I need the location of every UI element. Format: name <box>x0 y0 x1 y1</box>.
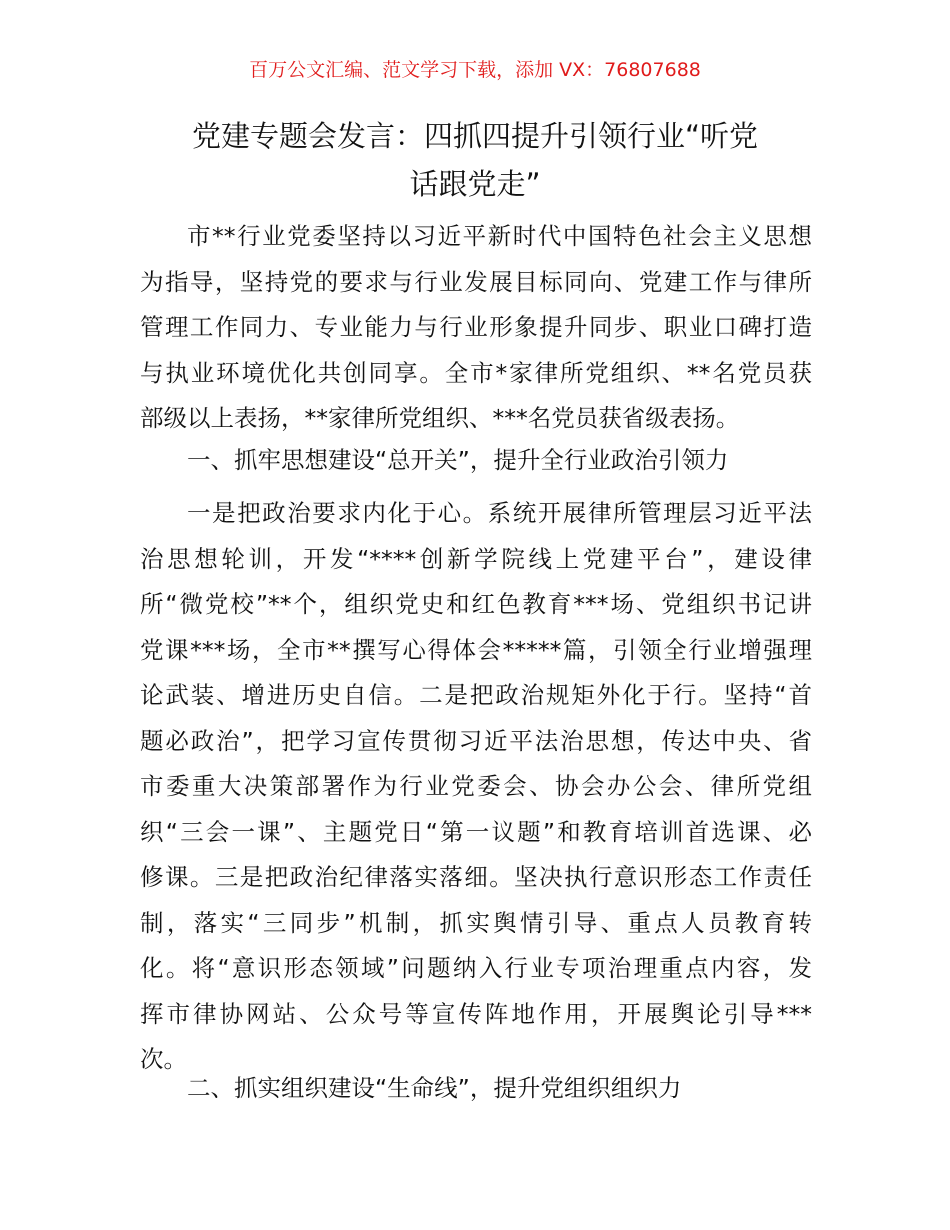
paragraph-line: 管理工作同力、专业能力与行业形象提升同步、职业口碑打造 <box>140 313 812 341</box>
paragraph-line: 市委重大决策部署作为行业党委会、协会办公会、律所党组 <box>140 772 812 800</box>
paragraph-line: 题必政治”，把学习宣传贯彻习近平法治思想，传达中央、省 <box>140 726 812 755</box>
paragraph-line: 一是把政治要求内化于心。系统开展律所管理层习近平法 <box>187 499 812 527</box>
paragraph-line: 论武装、增进历史自信。二是把政治规矩外化于行。坚持“首 <box>140 681 812 709</box>
paragraph-line: 治思想轮训，开发“****创新学院线上党建平台”，建设律 <box>140 544 812 573</box>
paragraph-line: 所“微党校”**个，组织党史和红色教育***场、党组织书记讲 <box>140 590 812 618</box>
paragraph-line: 挥市律协网站、公众号等宣传阵地作用，开展舆论引导*** <box>140 999 812 1028</box>
watermark-banner: 百万公文汇编、范文学习下载，添加 VX：76807688 <box>249 59 701 81</box>
paragraph-line: 修课。三是把政治纪律落实落细。坚决执行意识形态工作责任 <box>140 863 812 891</box>
paragraph-line: 党课***场，全市**撰写心得体会*****篇，引领全行业增强理 <box>140 635 812 664</box>
paragraph-line: 织“三会一课”、主题党日“第一议题”和教育培训首选课、必 <box>140 817 812 846</box>
section1-paragraph <box>140 491 812 1083</box>
intro-paragraph <box>140 214 812 442</box>
paragraph-line: 为指导，坚持党的要求与行业发展目标同向、党建工作与律所 <box>140 267 812 296</box>
document-title <box>140 112 810 208</box>
section-heading-1: 一、抓牢思想建设“总开关”，提升全行业政治引领力 <box>187 446 729 474</box>
paragraph-line: 次。 <box>140 1045 187 1073</box>
paragraph-line: 与执业环境优化共创同享。全市*家律所党组织、**名党员获 <box>140 358 812 387</box>
title-line-1: 党建专题会发言：四抓四提升引领行业“听党 <box>191 119 759 153</box>
title-line-2: 话跟党走” <box>409 167 541 201</box>
paragraph-line: 化。将“意识形态领域”问题纳入行业专项治理重点内容，发 <box>140 954 812 982</box>
paragraph-line: 市**行业党委坚持以习近平新时代中国特色社会主义思想 <box>187 222 812 250</box>
paragraph-line: 部级以上表扬，**家律所党组织、***名党员获省级表扬。 <box>140 404 740 432</box>
paragraph-line: 制，落实“三同步”机制，抓实舆情引导、重点人员教育转 <box>140 908 812 937</box>
section-heading-2: 二、抓实组织建设“生命线”，提升党组织组织力 <box>187 1074 682 1102</box>
